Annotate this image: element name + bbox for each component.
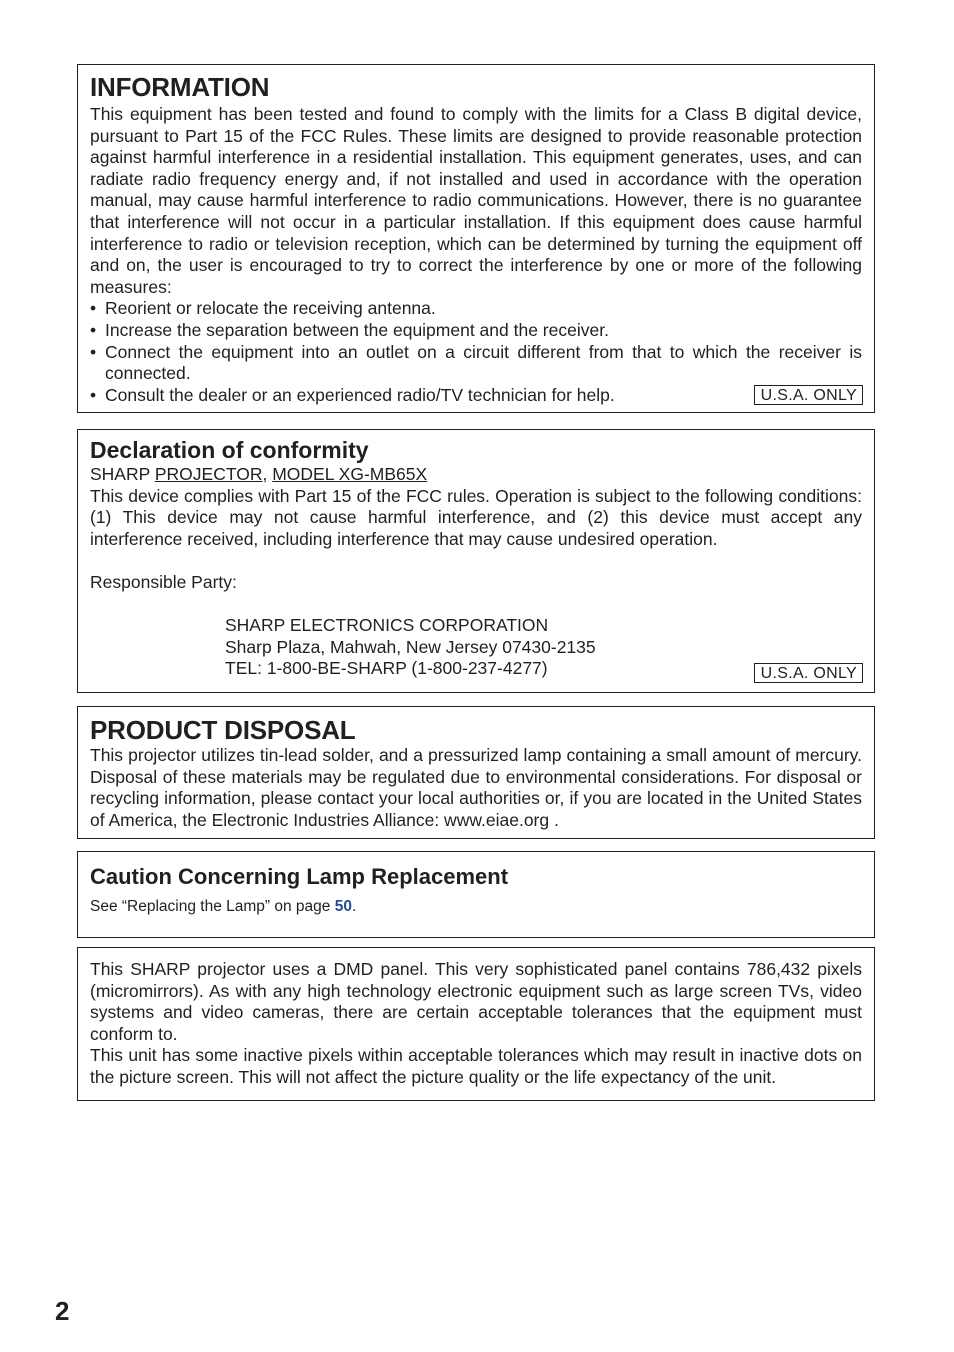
list-item: • Reorient or relocate the receiving antenna.	[90, 298, 436, 319]
disposal-section	[77, 706, 875, 839]
list-item: • Increase the separation between the equipment and the receiver.	[90, 319, 609, 340]
information-bullets	[90, 298, 862, 406]
list-item: • Consult the dealer or an experienced radio/TV technician for help.	[90, 384, 615, 405]
company-name: SHARP ELECTRONICS CORPORATION	[225, 615, 549, 636]
caution-reference: See “Replacing the Lamp” on page 50.	[90, 898, 357, 915]
page-link[interactable]: 50	[334, 898, 352, 915]
brand-name: SHARP	[90, 464, 150, 484]
declaration-product-line	[90, 464, 862, 486]
bullet-icon: •	[90, 384, 97, 405]
responsible-party-label: Responsible Party:	[90, 571, 237, 592]
bullet-icon: •	[90, 298, 97, 319]
usa-only-badge: U.S.A. ONLY	[754, 385, 863, 405]
dmd-paragraph-2: This unit has some inactive pixels within acceptable tolerances which may result in inactive dots on the picture screen. This will not affect the picture quality or the life expectancy of the unit.	[90, 1045, 862, 1087]
model-name: MODEL XG-MB65X	[272, 464, 428, 484]
declaration-paragraph: This device complies with Part 15 of the FCC rules. Operation is subject to the following conditions: (1) This device may not cause harmful interference, and (2) this device must accept any interference received, including interference that may cause undesired operation.	[90, 485, 862, 549]
declaration-title: Declaration of conformity	[90, 437, 369, 463]
disposal-paragraph: This projector utilizes tin-lead solder, and a pressurized lamp containing a small amount of mercury. Disposal of these materials may be regulated due to environmental considerations. For disposal or recycling information, please contact your local authorities or, if you are located in the United States of America, the Electronic Industries Alliance: www.eiae.org .	[90, 745, 862, 830]
responsible-party-address	[90, 615, 862, 680]
disposal-title: PRODUCT DISPOSAL	[90, 715, 356, 745]
bullet-icon: •	[90, 341, 97, 362]
company-phone: TEL: 1-800-BE-SHARP (1-800-237-4277)	[225, 658, 548, 679]
bullet-icon: •	[90, 319, 97, 340]
caution-section	[77, 851, 875, 938]
information-paragraph: This equipment has been tested and found to comply with the limits for a Class B digital device, pursuant to Part 15 of the FCC Rules. These limits are designed to provide reasonable protection against harmful interference in a residential installation. This equipment generates, uses, and can radiate radio frequency energy and, if not installed and used in accordance with the operation manual, may cause harmful interference to radio communications. However, there is no guarantee that interference will not occur in a particular installation. If this equipment does cause harmful interference to radio or television reception, which can be determined by turning the equipment off and on, the user is encouraged to try to correct the interference by one or more of the following measures:	[90, 104, 862, 297]
information-section	[77, 64, 875, 413]
information-title: INFORMATION	[90, 72, 270, 102]
separator: ,	[262, 464, 268, 484]
declaration-section	[77, 429, 875, 693]
list-item: • Connect the equipment into an outlet on a circuit different from that to which the receiver is connected.	[90, 341, 862, 384]
product-name: PROJECTOR	[154, 464, 263, 484]
dmd-section	[77, 947, 875, 1101]
caution-title: Caution Concerning Lamp Replacement	[90, 864, 509, 889]
company-address: Sharp Plaza, Mahwah, New Jersey 07430-2135	[225, 636, 596, 657]
usa-only-badge: U.S.A. ONLY	[754, 663, 863, 683]
dmd-paragraph-1: This SHARP projector uses a DMD panel. This very sophisticated panel contains 786,432 pixels (micromirrors). As with any high technology electronic equipment such as large screen TVs, video systems and video cameras, there are certain acceptable tolerances that the equipment must conform to.	[90, 959, 862, 1044]
page-number: 2	[55, 1296, 70, 1326]
